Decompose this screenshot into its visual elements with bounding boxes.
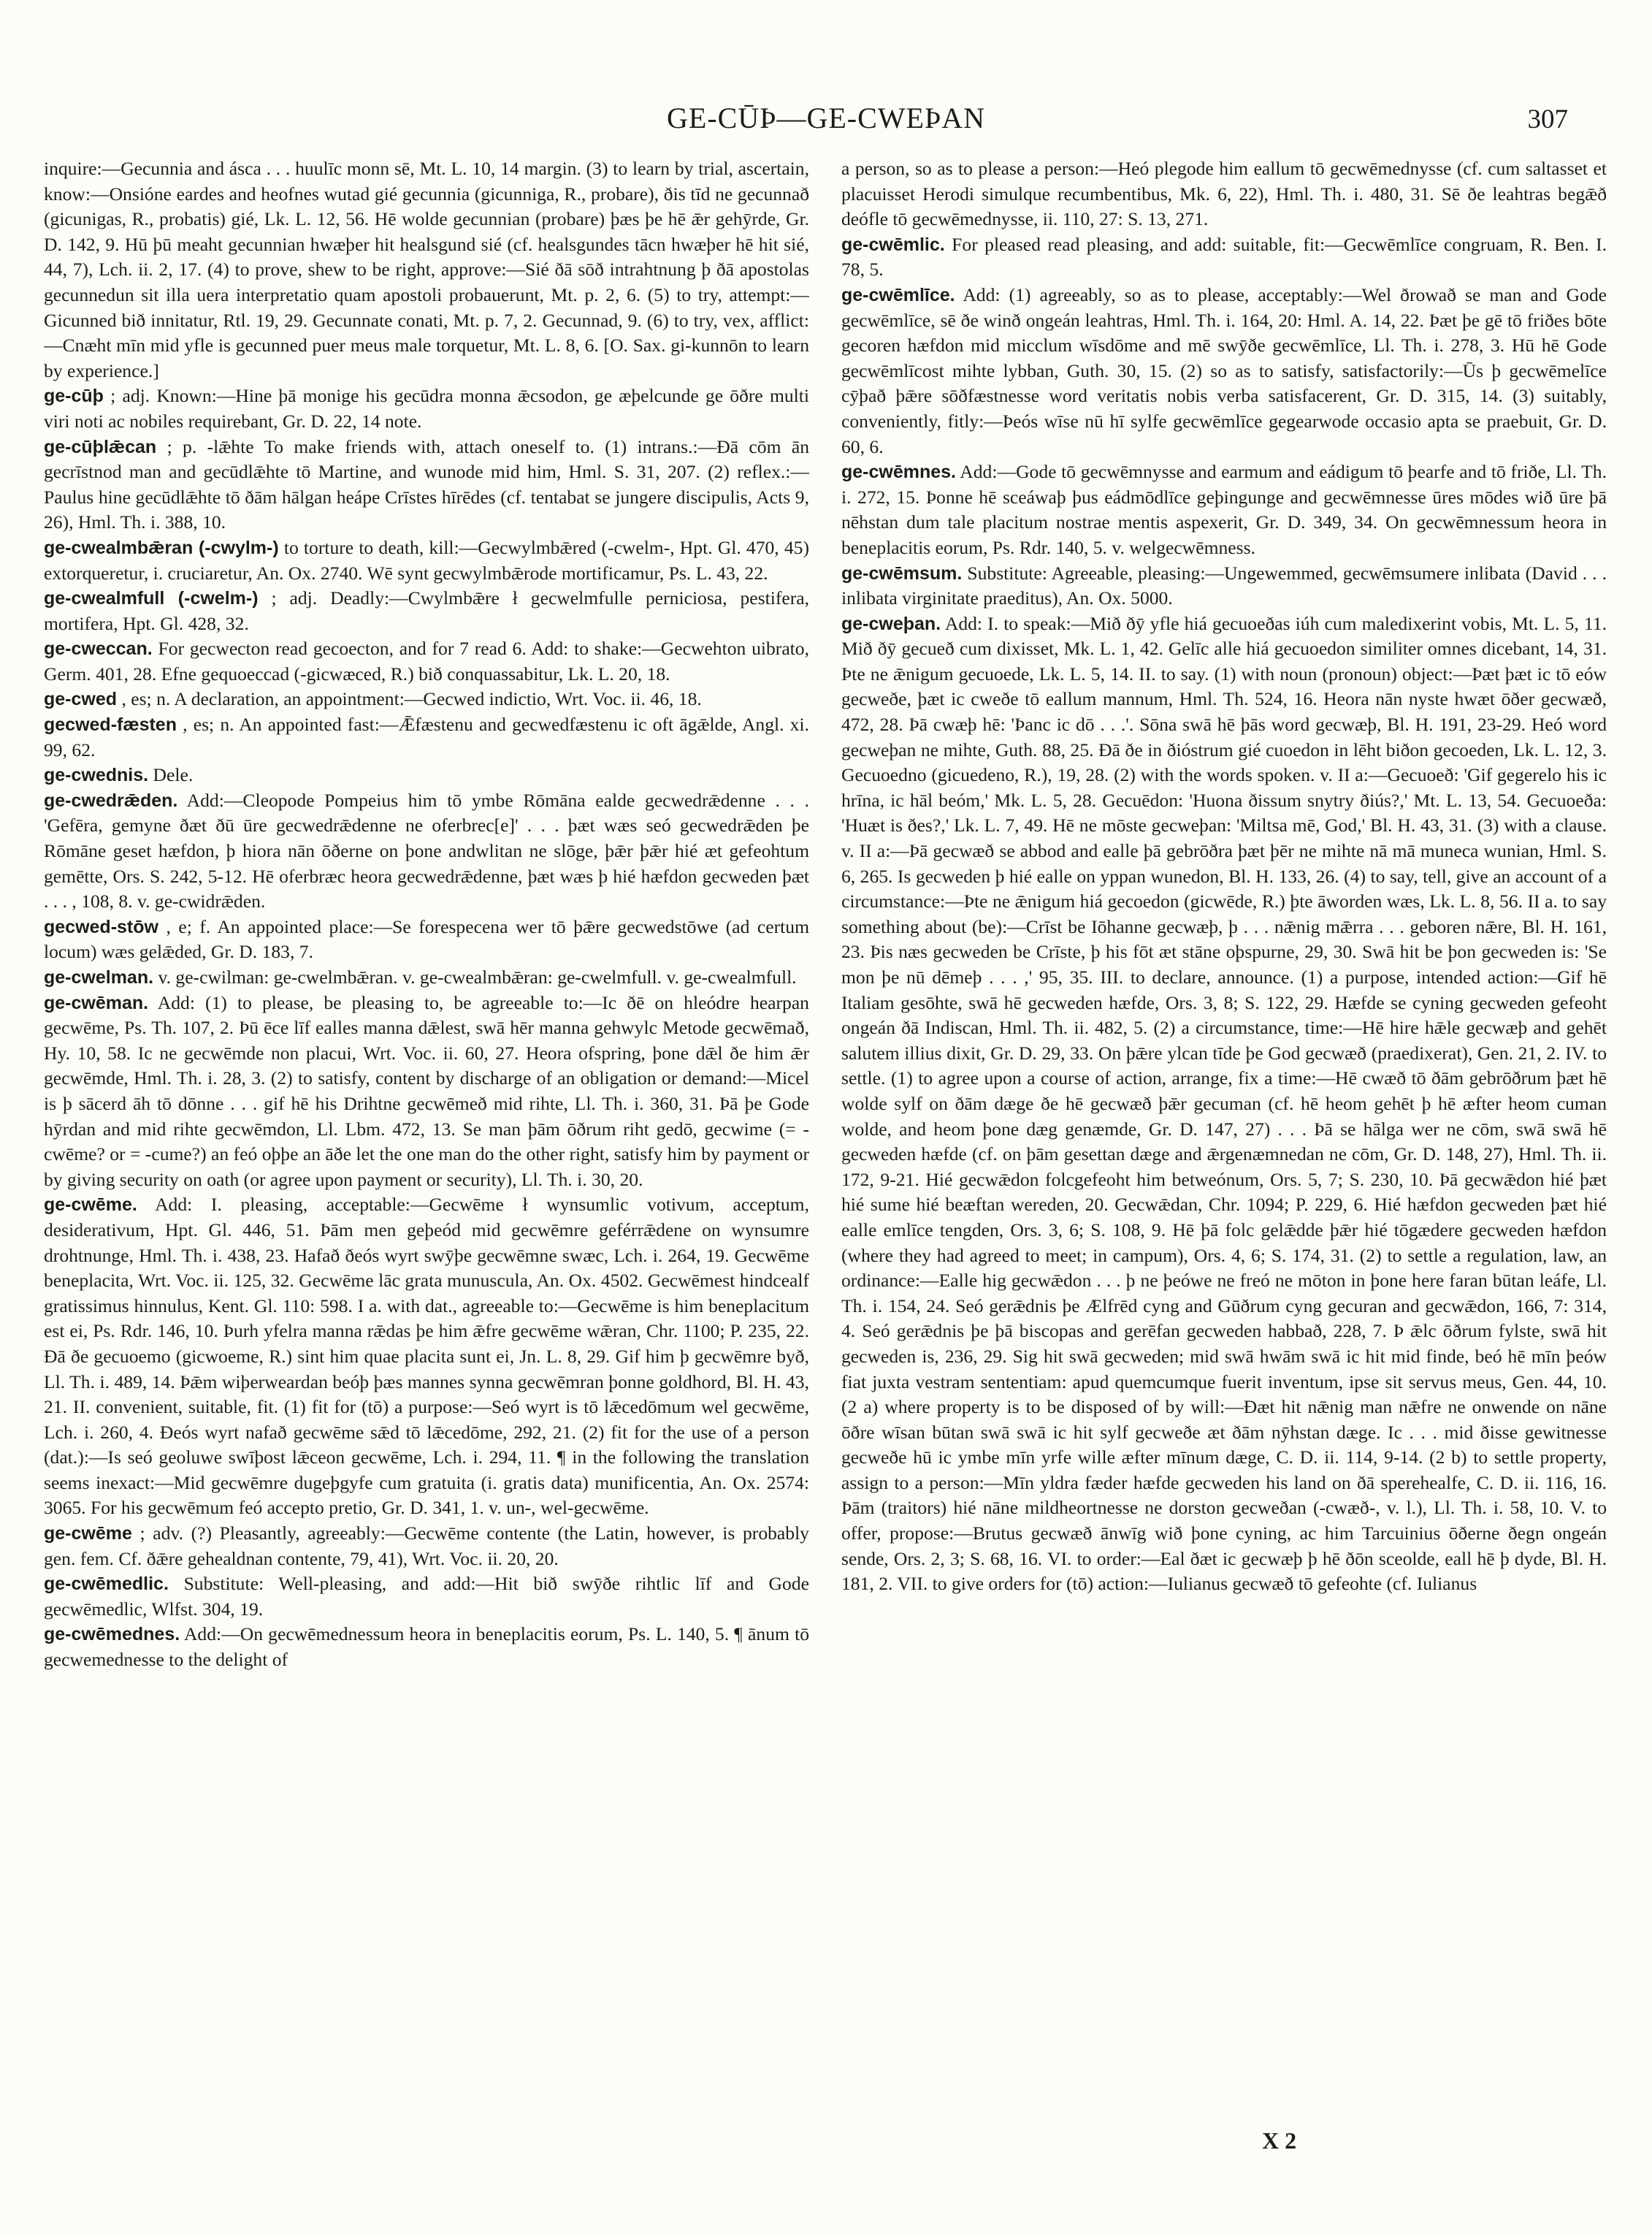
entry-headword: ge-cwedrǣden. (44, 790, 178, 811)
entry-headword: ge-cwēmedlic. (44, 1574, 169, 1595)
entry-text: Add: (1) agreeably, so as to please, acceptably:—Wel ðrowað se man and Gode gecwēmlīce, sē ðe winð ongeán leahtras, Hml. Th. i. 164, 20: Hml. A. 14, 22. Þæt þe gē tō friðes bōte gecoren hæfdon mid micclum wīsdōme and mē swȳðe gecwēmlīce, Ll. Th. i. 278, 3. Hū hē Gode gecwēmlīcost mihte lybban, Guth. 30, 15. (2) so as to satisfy, satisfactorily:—Ūs þ gecwēmelīce cȳþað þǣre sōðfæstnesse word veritatis nobis verba satisfacerent, Gr. D. 315, 14. (3) suitably, conveniently, fitly:—Þeós wīse nū hī sylfe gecwēmlīce gegearwode occasio apta se praebuit, Gr. D. 60, 6. (841, 283, 1607, 457)
entry-headword: ge-cweþan. (841, 613, 941, 634)
entry-text: ; adj. Known:—Hine þā monige his gecūdra monna ǣcsodon, ge æþelcunde ge ōðre multi viri noti ac nobiles requirebant, Gr. D. 22, 14 note. (44, 385, 809, 432)
entry-text: Add: I. to speak:—Mið ðȳ yfle hiá gecuoeðas iúh cum maledixerint vobis, Mt. L. 5, 11. Mið ðȳ gecueð cum dixisset, Mk. L. 1, 42. Gelīc alle hiá gecuoedon similiter omnes dicebant, 14, 31. Þte ne ǣnigum gecuoede, Lk. L. 5, 14. II. to say. (1) with noun (pronoun) object:—Þæt þæt ic tō eów gecweðe, þæt ic cweðe tō eallum mannum, Hml. Th. 524, 16. Heora nān nyste hwæt ōðer gecwæð, 472, 28. Þā cwæþ hē: 'Þanc ic dō . . .'. Sōna swā hē þās word gecwæþ, Bl. H. 191, 23-29. Heó word gecweþan ne mihte, Guth. 88, 25. Đā ðe in ðióstrum gié cuoedon in lēht biðon gecoeden, Lk. L. 12, 3. Gecuoedno (gicuedeno, R.), 19, 28. (2) with the words spoken. v. II a:—Gecuoeð: 'Gif gegerelo his ic hrīna, ic hāl beóm,' Mk. L. 5, 28. Gecuēdon: 'Huona ðissum snytry ðiús?,' Mt. L. 13, 54. Gecuoeða: 'Huæt is ðes?,' Lk. L. 7, 49. Hē ne mōste gecweþan: 'Miltsa mē, God,' Bl. H. 43, 31. (3) with a clause. v. II a:—Þā gecwæð se abbod and ealle þā gebrōðra þæt þēr ne mihte nā mā muneca wunian, Hml. S. 6, 265. Is gecweden þ hié ealle on yppan wunedon, Bl. H. 133, 26. (4) to say, tell, give an account of a circumstance:—Þte ne ǣnigum hiá gecoedon (gicwēde, R.) þte āworden wæs, Lk. L. 8, 56. II a. to say something about (be):—Crīst be Iōhanne gecwæþ, þ . . . nǣnig mǣrra . . . geboren nǣre, Bl. H. 161, 23. Þis næs gecweden be Crīste, þ his fōt æt stāne oþspurne, 29, 30. Swā hit be þon gecweden is: 'Se mon þe nū dēmeþ . . . ,' 95, 35. III. to declare, announce. (1) a purpose, intended action:—Gif hē Italiam gesōhte, swā hē gecweden hæfde, Ors. 3, 8; S. 122, 29. Hæfde se cyning gecweden gefeoht ongeán ðā Indiscan, Hml. Th. ii. 482, 5. (2) a circumstance, time:—Hē hire hǣle gecwæþ and gehēt salutem illius dixit, Gr. D. 29, 33. On þǣre ylcan tīde þe God gecwæð (praedixerat), Gen. 21, 2. IV. to settle. (1) to agree upon a course of action, arrange, fix a time:—Hē cwæð tō ðām gebrōðrum þæt hē wolde sylf on ðām dæge ðe hē gecwæð þǣr gecuman (cf. hē heom gehēt þ hē æfter heom cuman wolde, and heom þone dæg genæmde, Gr. D. 147, 27) . . . Þā se hālga wer ne cōm, swā swā hē gecweden hæfde (cf. on þām gesettan dæge and ǣrgenæmnedan ne cōm, Gr. D. 148, 27), Hml. Th. ii. 172, 9-21. Hié gecwǣdon folcgefeoht him betweónum, Ors. 5, 7; S. 230, 10. Þā gecwǣdon hié þæt hié sume hié beæftan wereden, 20. Gecwǣdan, Chr. 1094; P. 229, 6. Hié hæfdon gecweden þæt hié ealle emlīce tengden, Ors. 3, 6; S. 108, 9. Hē þā folc gelǣdde þǣr hié tōgædere gecweden hæfdon (where they had agreed to meet; in campum), Ors. 4, 6; S. 174, 31. (2) to settle a regulation, law, an ordinance:—Ealle hig gecwǣdon . . . þ ne þeówe ne freó ne mōton in þone here faran būtan leáfe, Ll. Th. i. 154, 24. Seó gerǣdnis þe Ælfrēd cyng and Gūðrum cyng gecuran and gecwǣdon, 166, 7: 314, 4. Seó gerǣdnis þe þā biscopas and gerēfan gecweden habbað, 228, 7. Þ ǣlc ōðrum fylste, swā hit gecweden is, 236, 29. Sig hit swā gecweden; mid swā hwām swā ic hit mid finde, beó hē mīn þeów fiat juxta vestram sententiam: apud quemcumque fuerit inventum, ipse sit servus meus, Gen. 44, 10. (2 a) where property is to be disposed of by will:—Đæt hit nǣnig man nǣfre ne onwende on nāne ōðre wīsan būtan swā swā ic hit sylf gecweðe æt ðām nȳhstan dæge. Ic . . . mid ðisse gewitnesse gecweðe hū ic ymbe mīn yrfe wille æfter mīnum dæge, C. D. ii. 114, 9-14. (2 b) to settle property, assign to a person:—Mīn yldra fæder hæfde gecweden his land on ðā sperehealfe, C. D. ii. 116, 16. Þām (traitors) hié nāne mildheortnesse ne dorston gecweðan (-cwæð-, v. l.), Ll. Th. i. 58, 10. V. to offer, propose:—Brutus gecwæð ānwīg wið þone cyning, ac him Tarcuinius ōðerne ðegn ongeán sende, Ors. 2, 3; S. 68, 16. VI. to order:—Eal ðæt ic gecwæþ þ hē ðōn sceolde, eall hē þ dyde, Bl. H. 181, 2. VII. to give orders for (tō) action:—Iulianus gecwæð tō gefeohte (cf. Iulianus (841, 612, 1607, 1595)
entry-text: , es; n. An appointed fast:—Ǣfæstenu and gecwedfæstenu ic oft āgǣlde, Angl. xi. 99, 62. (44, 714, 809, 760)
entry-text: , e; f. An appointed place:—Se forespecena wer tō þǣre gecwedstōwe (ad certum locum) wæs gelǣded, Gr. D. 183, 7. (44, 915, 809, 963)
entry-headword: ge-cwēmnes. (841, 462, 957, 483)
dictionary-entry (44, 788, 809, 915)
entry-text: Add: I. pleasing, acceptable:—Gecwēme ł wynsumlic votivum, acceptum, desiderativum, Hpt. Gl. 446, 51. Þām men geþeód mid gecwēmre geférrǣdene on wynsumre drohtnunge, Hml. Th. i. 438, 23. Hafað ðeós wyrt swȳþe gecwēmne swæc, Lch. i. 264, 19. Gecwēme beneplacita, Wrt. Voc. ii. 125, 32. Gecwēme lāc grata munuscula, An. Ox. 4502. Gecwēmest hindcealf gratissimus hinnulus, Kent. Gl. 110: 598. I a. with dat., agreeable to:—Gecwēme is him beneplacitum est ei, Ps. Rdr. 146, 10. Þurh yfelra manna rǣdas þe him ǣfre gecwēme wǣran, Chr. 1100; P. 235, 22. Đā ðe gecuoemo (gicwoeme, R.) sint him quae placita sunt ei, Jn. L. 8, 29. Gif him þ gecwēmre byð, Ll. Th. i. 489, 14. Þǣm wiþerweardan beóþ þæs mannes synna gecwēmran þonne goldhord, Bl. H. 43, 21. II. convenient, suitable, fit. (1) fit for (tō) a purpose:—Seó wyrt is tō lǣcedōmum wel gecwēme, Lch. i. 260, 4. Đeós wyrt nafað gecwēme sǣd tō lǣcedōme, 292, 21. (2) fit for the use of a person (dat.):—Is seó geoluwe swīþost lǣceon gecwēme, Lch. i. 294, 11. ¶ in the following the translation seems inexact:—Mid gecwēmre dugeþgyfe cum gratuita (i. gratis data) munificentia, An. Ox. 2574: 3065. For his gecwēmum feó accepto pretio, Gr. D. 341, 1. v. un-, wel-gecwēme. (44, 1194, 809, 1519)
dictionary-entry (44, 1192, 809, 1521)
entry-headword: ge-cūþlǣcan (44, 436, 157, 457)
page-number: 307 (1527, 104, 1568, 134)
dictionary-entry (44, 535, 809, 586)
dictionary-entry (44, 965, 809, 991)
entry-text: Add:—Cleopode Pompeius him tō ymbe Rōmāna ealde gecwedrǣdenne . . . 'Gefēra, gemyne ðæt ðū ūre gecwedrǣdenne ne oferbrec[e]' . . . þæt wæs seó gecwedrǣden þe Rōmāne geset hæfdon, þ hiora nān ōðerne on þone andwlitan ne slōge, þǣr þǣr hié æt gefeohtum gemētte, Ors. S. 242, 5-12. Hē oferbræc heora gecwedrǣdenne, þæt wæs þ hié hæfdon gecweden þæt . . . , 108, 8. v. ge-cwidrǣden. (44, 789, 809, 912)
dictionary-entry (841, 460, 1607, 560)
entry-text: to torture to death, kill:—Gecwylmbǣred (-cwelm-, Hpt. Gl. 470, 45) extorqueretur, i. cruciaretur, An. Ox. 2740. Wē synt gecwylmbǣrode mortificamur, Ps. L. 43, 22. (44, 536, 809, 584)
dictionary-entry (44, 763, 809, 788)
entry-text: v. ge-cwilman: ge-cwelmbǣran. v. ge-cwealmbǣran: ge-cwelmfull. v. ge-cwealmfull. (158, 967, 797, 988)
entry-headword: ge-cwēmsum. (841, 563, 963, 584)
dictionary-entry (44, 991, 809, 1193)
dictionary-entry (44, 1571, 809, 1622)
entry-text: Substitute: Agreeable, pleasing:—Ungewemmed, gecwēmsumere inlibata (David . . . inlibata virginitate praeditus), An. Ox. 5000. (841, 562, 1607, 609)
entry-headword: ge-cwēmlīce. (841, 284, 955, 305)
signature-mark: X 2 (1262, 2127, 1297, 2154)
entry-headword: ge-cwēmlic. (841, 234, 945, 255)
dictionary-entry (44, 687, 809, 712)
entry-headword: ge-cwealmfull (-cwelm-) (44, 588, 259, 609)
page-header (44, 101, 1608, 152)
dictionary-entry (841, 283, 1607, 460)
entry-text: , es; n. A declaration, an appointment:—Gecwed indictio, Wrt. Voc. ii. 46, 18. (121, 688, 702, 710)
entry-headword: ge-cwēman. (44, 992, 149, 1013)
entry-headword: ge-cwednis. (44, 765, 149, 786)
running-head: GE-CŪÞ—GE-CWEÞAN (667, 102, 985, 134)
entry-text: Add:—Gode tō gecwēmnysse and earmum and eádigum tō þearfe and tō friðe, Ll. Th. i. 272, 15. Þonne hē sceáwaþ þus eádmōdlīce geþingunge and gecwēmnesse ūres mōdes wið ūre þā nēhstan dum tale placitum nostrae mentis aspexerit, Gr. D. 349, 34. On gecwēmnessum heora in beneplacitis eorum, Ps. Rdr. 140, 5. v. welgecwēmness. (841, 461, 1607, 558)
dictionary-entry (841, 561, 1607, 611)
dictionary-entry (44, 915, 809, 965)
entry-text: Substitute: Well-pleasing, and add:—Hit bið swȳðe rihtlic līf and Gode gecwēmedlic, Wlfst. 304, 19. (44, 1573, 809, 1620)
entry-text: ; adv. (?) Pleasantly, agreeably:—Gecwēme contente (the Latin, however, is probably gen. fem. Cf. ðǣre gehealdnan contente, 79, 41), Wrt. Voc. ii. 20, 20. (44, 1522, 809, 1569)
dictionary-entry (44, 156, 809, 384)
dictionary-entry (44, 712, 809, 763)
dictionary-entry (841, 232, 1607, 283)
entry-headword: ge-cwēmednes. (44, 1624, 180, 1645)
entry-headword: ge-cweccan. (44, 638, 153, 660)
entry-text: For pleased read pleasing, and add: suitable, fit:—Gecwēmlīce congruam, R. Ben. I. 78, 5. (841, 233, 1607, 281)
entry-headword: gecwed-fæsten (44, 714, 177, 736)
entry-text: ; adj. Deadly:—Cwylmbǣre ł gecwelmfulle perniciosa, pestifera, mortifera, Hpt. Gl. 428, 32. (44, 587, 809, 634)
entry-text: a person, so as to please a person:—Heó plegode him eallum tō gecwēmednysse (cf. cum saltasset et placuisset Herodi simulque recumbentibus, Mk. 6, 22), Hml. Th. i. 480, 31. Sē ðe leahtras begǣð deófle tō gecwēmednysse, ii. 110, 27: S. 13, 271. (841, 158, 1607, 230)
entry-text: Dele. (153, 764, 194, 786)
entry-text: Add: (1) to please, be pleasing to, be agreeable to:—Ic ðē on hleódre hearpan gecwēme, Ps. Th. 107, 2. Þū ēce līf ealles manna dǣlest, swā hēr manna gehwylc Metode gecwēmað, Hy. 10, 58. Ic ne gecwēmde non placui, Wrt. Voc. ii. 60, 27. Heora ofspring, þone dǣl ðe him ǣr gecwēmde, Hml. Th. i. 28, 3. (2) to satisfy, content by discharge of an obligation or demand:—Micel is þ sācerd āh tō dōnne . . . gif hē his Drihtne gecwēmeð mid rihte, Ll. Th. i. 360, 31. Þā þe Gode hȳrdan and mid rihte gecwēmdon, Ll. Lbm. 472, 13. Se man þām ōðrum riht gedō, gecwime (= -cwēme? or = -cume?) an feó oþþe an āðe let the one man do the other right, satisfy him by payment or by giving security on oath (or agree upon payment or security), Ll. Th. i. 30, 20. (44, 991, 809, 1190)
entry-headword: ge-cwēme. (44, 1194, 137, 1216)
dictionary-entry (44, 1622, 809, 1672)
entry-headword: gecwed-stōw (44, 916, 158, 937)
entry-text: Add:—On gecwēmednessum heora in beneplacitis eorum, Ps. L. 140, 5. ¶ ānum tō gecwemednesse to the delight of (44, 1623, 809, 1671)
dictionary-entry (44, 384, 809, 434)
entry-text: For gecwecton read gecoecton, and for 7 read 6. Add: to shake:—Gecwehton uibrato, Germ. 401, 28. Efne gequoeccad (-gicwæced, R.) bið conquassabitur, Lk. L. 20, 18. (44, 638, 809, 685)
entry-headword: ge-cūþ (44, 386, 104, 407)
dictionary-entry (44, 1521, 809, 1571)
dictionary-columns (44, 156, 1607, 2117)
entry-headword: ge-cwed (44, 689, 118, 710)
entry-headword: ge-cwealmbǣran (-cwylm-) (44, 537, 279, 558)
entry-text: inquire:—Gecunnia and ásca . . . huulīc monn sē, Mt. L. 10, 14 margin. (3) to learn by trial, ascertain, know:—Onsióne eardes and heofnes wutad gié gecunnia (gicunniga, R., probare), ðis tīd ne gecunnað (gicunigas, R., probatis) gié, Lk. L. 12, 56. Hē wolde gecunnian (probare) þæs þe hē ǣr gehȳrde, Gr. D. 142, 9. Hū þū meaht gecunnian hwæþer hit healsgund sié (cf. healsgundes tācn hwæþer hē hit sié, 44, 7), Lch. ii. 2, 17. (4) to prove, shew to be right, approve:—Sié ðā sōð intrahtnung þ ðā apostolas gecunnedun sit illa uera interpretatio quam apostoli probauerunt, Mt. p. 2, 6. (5) to try, attempt:—Gicunned bið innitatur, Rtl. 19, 29. Gecunnate conati, Mt. p. 7, 2. Gecunnad, 9. (6) to try, vex, afflict:—Cnæht mīn mid yfle is gecunned puer meus male torquetur, Mt. L. 8, 6. [O. Sax. gi-kunnōn to learn by experience.] (44, 158, 809, 381)
entry-text: ; p. -lǣhte To make friends with, attach oneself to. (1) intrans.:—Đā cōm ān gecrīstnod man and gecūdlǣhte tō Martine, and wunode mid him, Hml. S. 31, 207. (2) reflex.:—Paulus hine gecūdlǣhte tō ðām hālgan heápe Crīstes hīrēdes (cf. tentabat se jungere discipulis, Acts 9, 26), Hml. Th. i. 388, 10. (44, 435, 809, 533)
entry-headword: ge-cwēme (44, 1523, 132, 1544)
dictionary-entry (841, 611, 1607, 1597)
dictionary-entry (44, 435, 809, 535)
right-column (841, 156, 1607, 2117)
dictionary-entry (44, 636, 809, 687)
entry-headword: ge-cwelman. (44, 967, 154, 988)
left-column (44, 156, 809, 2117)
dictionary-entry (44, 586, 809, 636)
dictionary-entry (841, 156, 1607, 232)
